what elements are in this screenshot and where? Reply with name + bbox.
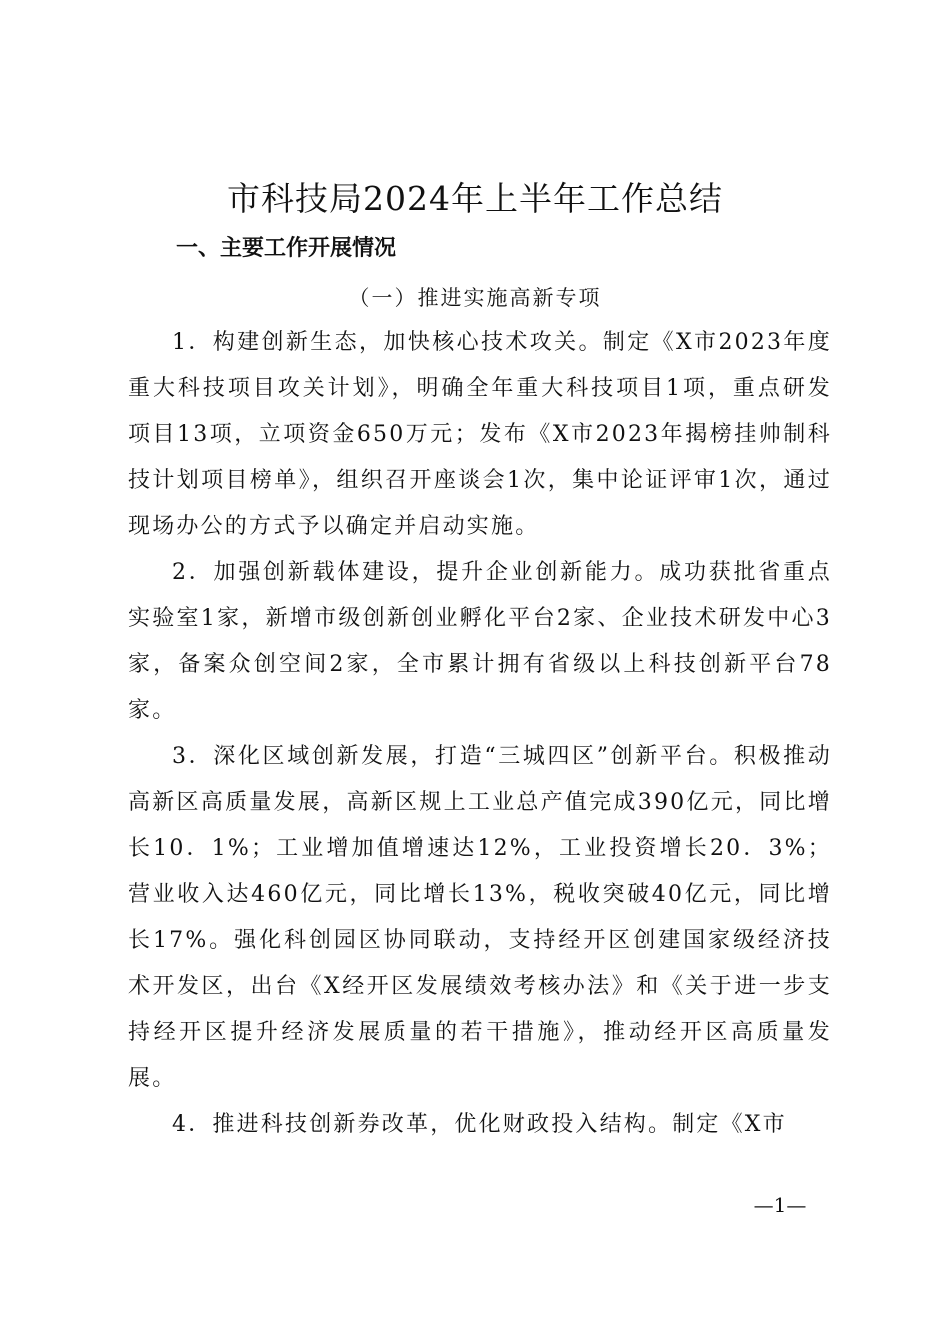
paragraph-1: 1．构建创新生态，加快核心技术攻关。制定《X市2023年度重大科技项目攻关计划》，明确全年重大科技项目1项，重点研发项目13项，立项资金650万元；发布《X市2023年揭榜挂帅制科技计划项目榜单》，组织召开座谈会1次，集中论证评审1次，通过现场办公的方式予以确定并启动实施。 [128,330,832,539]
paragraph-4: 4．推进科技创新券改革，优化财政投入结构。制定《X市 [172,1112,787,1137]
document-title: 市科技局2024年上半年工作总结 [227,179,723,218]
subsection-heading: （一）推进实施高新专项 [348,286,602,310]
section-heading: 一、主要工作开展情况 [176,236,397,261]
paragraph-2: 2．加强创新载体建设，提升企业创新能力。成功获批省重点实验室1家，新增市级创新创业孵化平台2家、企业技术研发中心3家，备案众创空间2家，全市累计拥有省级以上科技创新平台78家。 [128,560,832,723]
page-number: —1— [753,1193,807,1217]
paragraph-3: 3．深化区域创新发展，打造“三城四区”创新平台。积极推动高新区高质量发展，高新区规上工业总产值完成390亿元，同比增长10．1%；工业增加值增速达12%，工业投资增长20．3%；营业收入达460亿元，同比增长13%，税收突破40亿元，同比增长17%。强化科创园区协同联动，支持经开区创建国家级经济技术开发区，出台《X经开区发展绩效考核办法》和《关于进一步支持经开区提升经济发展质量的若干措施》，推动经开区高质量发展。 [128,744,832,1091]
